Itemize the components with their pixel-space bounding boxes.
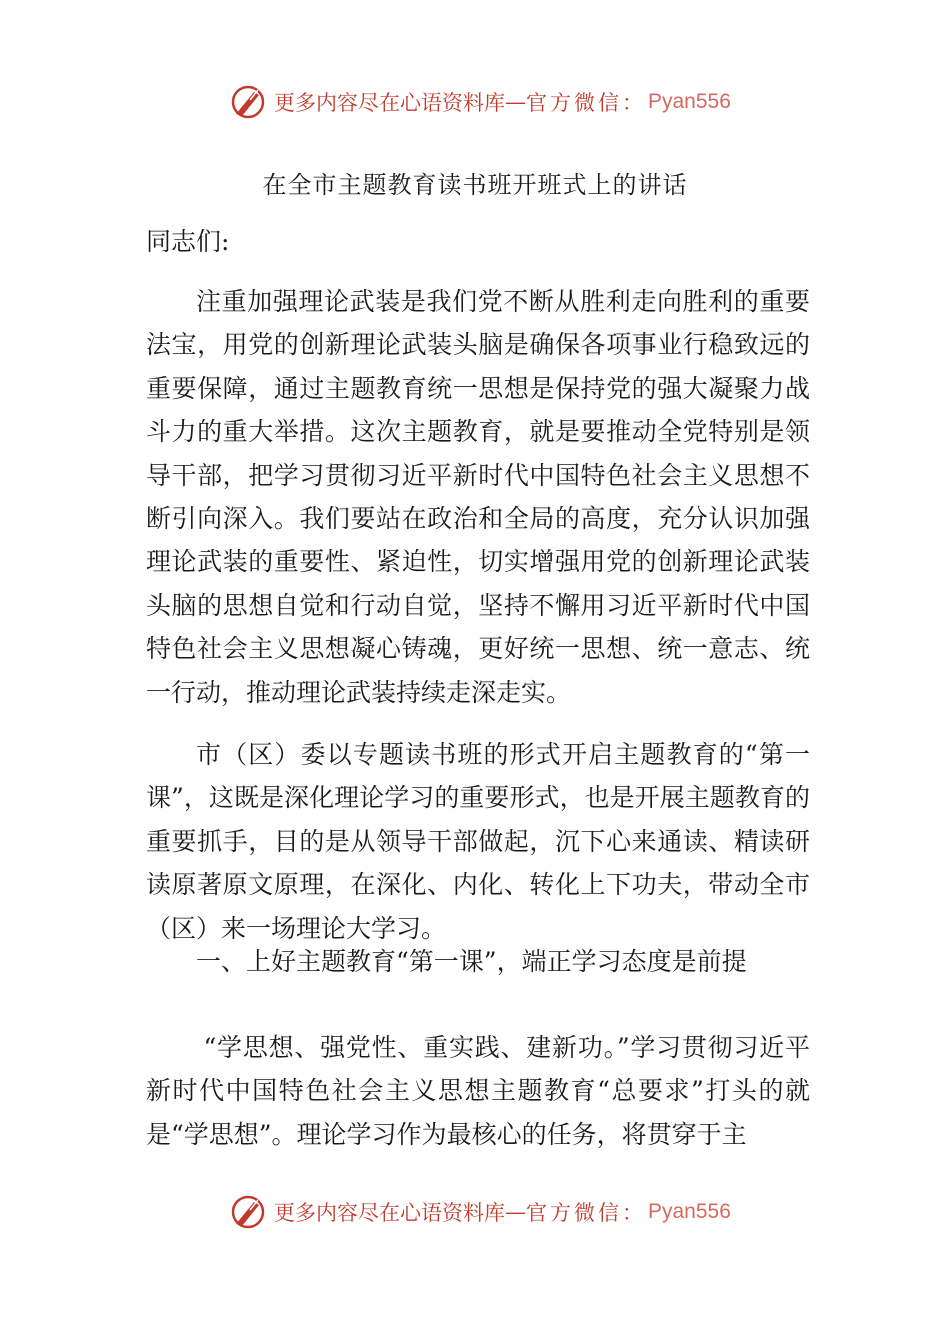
section-heading: 一、上好主题教育“第一课”，端正学习态度是前提 — [196, 947, 747, 976]
watermark-header — [228, 80, 731, 124]
watermark-dash: — — [505, 90, 526, 114]
watermark-wechat-id: Pyan556 — [648, 1200, 731, 1223]
pen-nib-logo-icon — [228, 1192, 268, 1232]
watermark-main-text: 更多内容尽在心语资料库 — [274, 91, 505, 115]
watermark-main-text: 更多内容尽在心语资料库 — [274, 1201, 505, 1225]
watermark-footer — [228, 1190, 731, 1234]
watermark-wechat-label: 官方微信： — [526, 91, 646, 115]
body-paragraph: 市（区）委以专题读书班的形式开启主题教育的“第一课”，这既是深化理论学习的重要形式，也是开展主题教育的重要抓手，目的是从领导干部做起，沉下心来通读、精读研读原著原文原理，在深化、内化、转化上下功夫，带动全市（区）来一场理论大学习。 — [146, 740, 810, 943]
watermark-wechat-id: Pyan556 — [648, 90, 731, 113]
body-paragraph: “学思想、强党性、重实践、建新功。”学习贯彻习近平新时代中国特色社会主义思想主题教育“总要求”打头的就是“学思想”。理论学习作为最核心的任务，将贯穿于主 — [146, 1033, 810, 1149]
pen-nib-logo-icon — [228, 82, 268, 122]
watermark-dash: — — [505, 1200, 526, 1224]
salutation: 同志们: — [146, 227, 230, 256]
watermark-wechat-label: 官方微信： — [526, 1201, 646, 1225]
body-paragraph: 注重加强理论武装是我们党不断从胜利走向胜利的重要法宝，用党的创新理论武装头脑是确保各项事业行稳致远的重要保障，通过主题教育统一思想是保持党的强大凝聚力战斗力的重大举措。这次主题教育，就是要推动全党特别是领导干部，把学习贯彻习近平新时代中国特色社会主义思想不断引向深入。我们要站在政治和全局的高度，充分认识加强理论武装的重要性、紧迫性，切实增强用党的创新理论武装头脑的思想自觉和行动自觉，坚持不懈用习近平新时代中国特色社会主义思想凝心铸魂，更好统一思想、统一意志、统一行动，推动理论武装持续走深走实。 — [146, 287, 810, 707]
document-title: 在全市主题教育读书班开班式上的讲话 — [262, 171, 688, 199]
